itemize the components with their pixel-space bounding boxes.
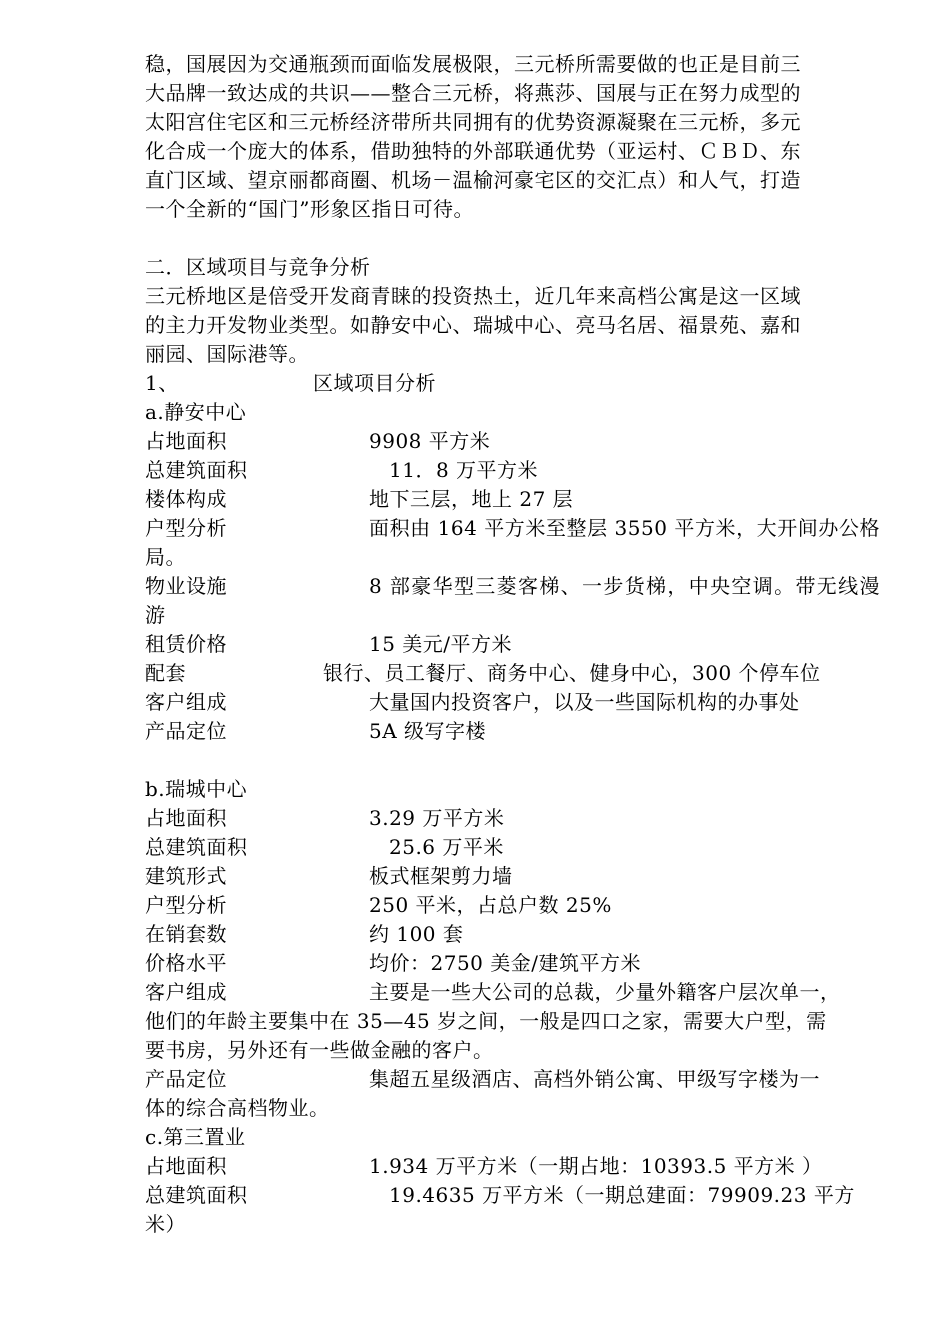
project-a-row xyxy=(145,659,880,688)
row-key: 占地面积 xyxy=(145,1154,227,1178)
intro-line: 大品牌一致达成的共识——整合三元桥，将燕莎、国展与正在努力成型的 xyxy=(145,81,801,105)
row-key: 占地面积 xyxy=(145,429,227,453)
intro-line: 一个全新的“国门”形象区指日可待。 xyxy=(145,197,474,221)
section-intro xyxy=(145,282,880,369)
row-value: 板式框架剪力墙 xyxy=(369,864,513,888)
row-value: 主要是一些大公司的总裁，少量外籍客户层次单一， xyxy=(369,980,841,1004)
clients-continuation: 他们的年龄主要集中在 35—45 岁之间，一般是四口之家，需要大户型，需 xyxy=(145,1009,827,1033)
project-c-row xyxy=(145,1152,880,1181)
project-b-position xyxy=(145,1065,880,1094)
blank-line xyxy=(145,746,880,775)
section-intro-line: 丽园、国际港等。 xyxy=(145,342,309,366)
project-a-row xyxy=(145,572,880,630)
row-key: 楼体构成 xyxy=(145,487,227,511)
row-value: 15 美元/平方米 xyxy=(369,632,513,656)
project-a-row xyxy=(145,485,880,514)
row-value: 5A 级写字楼 xyxy=(369,719,487,743)
position-continuation: 体的综合高档物业。 xyxy=(145,1096,330,1120)
project-a-row xyxy=(145,427,880,456)
document-page xyxy=(145,50,880,1239)
intro-line: 直门区域、望京丽都商圈、机场－温榆河豪宅区的交汇点）和人气，打造 xyxy=(145,168,801,192)
row-value: 25.6 万平米 xyxy=(389,835,504,859)
row-value: 大量国内投资客户，以及一些国际机构的办事处 xyxy=(369,690,800,714)
project-a-row xyxy=(145,514,880,572)
row-key: 配套 xyxy=(145,661,186,685)
project-b-row xyxy=(145,862,880,891)
project-b-row xyxy=(145,949,880,978)
row-value: 3.29 万平方米 xyxy=(369,806,505,830)
row-value: 1.934 万平方米（一期占地：10393.5 平方米 ） xyxy=(369,1154,823,1178)
row-key: 客户组成 xyxy=(145,690,227,714)
blank-line xyxy=(145,224,880,253)
row-value: 集超五星级酒店、高档外销公寓、甲级写字楼为一 xyxy=(369,1067,820,1091)
subsection-number: 1、 xyxy=(145,371,179,395)
row-value: 11．8 万平方米 xyxy=(389,458,539,482)
row-key: 产品定位 xyxy=(145,1067,227,1091)
row-key: 总建筑面积 xyxy=(145,835,248,859)
project-b-clients xyxy=(145,978,880,1007)
subsection-heading xyxy=(145,369,880,398)
project-a-title: a.静安中心 xyxy=(145,400,247,424)
row-value: 均价：2750 美金/建筑平方米 xyxy=(369,951,641,975)
row-key: 客户组成 xyxy=(145,980,227,1004)
project-c-title: c.第三置业 xyxy=(145,1125,246,1149)
project-c-gfa xyxy=(145,1181,880,1210)
row-key: 总建筑面积 xyxy=(145,458,248,482)
project-b-row xyxy=(145,891,880,920)
project-a-row xyxy=(145,456,880,485)
section-intro-line: 的主力开发物业类型。如静安中心、瑞城中心、亮马名居、福景苑、嘉和 xyxy=(145,313,801,337)
row-key: 建筑形式 xyxy=(145,864,227,888)
row-key: 产品定位 xyxy=(145,719,227,743)
row-value: 9908 平方米 xyxy=(369,429,491,453)
project-a-row xyxy=(145,688,880,717)
project-a-row xyxy=(145,630,880,659)
intro-paragraph xyxy=(145,50,880,224)
row-key: 户型分析 xyxy=(145,516,227,540)
section-intro-line: 三元桥地区是倍受开发商青睐的投资热土，近几年来高档公寓是这一区域 xyxy=(145,284,801,308)
row-value: 面积由 164 平方米至整层 3550 平方米，大开间办公格局。 xyxy=(145,516,880,569)
row-key: 总建筑面积 xyxy=(145,1183,248,1207)
project-b-row xyxy=(145,804,880,833)
row-key: 占地面积 xyxy=(145,806,227,830)
intro-line: 稳，国展因为交通瓶颈而面临发展极限，三元桥所需要做的也正是目前三 xyxy=(145,52,801,76)
row-value: 地下三层，地上 27 层 xyxy=(369,487,574,511)
gfa-continuation: 米） xyxy=(145,1212,186,1236)
row-key: 在销套数 xyxy=(145,922,227,946)
row-value: 8 部豪华型三菱客梯、一步货梯，中央空调。带无线漫游 xyxy=(145,574,880,627)
project-b-title: b.瑞城中心 xyxy=(145,777,248,801)
subsection-title: 区域项目分析 xyxy=(313,371,436,395)
row-value: 银行、员工餐厅、商务中心、健身中心，300 个停车位 xyxy=(323,661,821,685)
row-value: 约 100 套 xyxy=(369,922,464,946)
section-title: 二．区域项目与竞争分析 xyxy=(145,255,371,279)
clients-continuation: 要书房，另外还有一些做金融的客户。 xyxy=(145,1038,494,1062)
intro-line: 太阳宫住宅区和三元桥经济带所共同拥有的优势资源凝聚在三元桥，多元 xyxy=(145,110,801,134)
row-value: 250 平米，占总户数 25% xyxy=(369,893,612,917)
project-a-row xyxy=(145,717,880,746)
project-b-row xyxy=(145,920,880,949)
row-value: 19.4635 万平方米（一期总建面：79909.23 平方 xyxy=(389,1183,855,1207)
row-key: 物业设施 xyxy=(145,574,227,598)
intro-line: 化合成一个庞大的体系，借助独特的外部联通优势（亚运村、ＣＢＤ、东 xyxy=(145,139,801,163)
project-b-row xyxy=(145,833,880,862)
row-key: 价格水平 xyxy=(145,951,227,975)
row-key: 租赁价格 xyxy=(145,632,227,656)
row-key: 户型分析 xyxy=(145,893,227,917)
